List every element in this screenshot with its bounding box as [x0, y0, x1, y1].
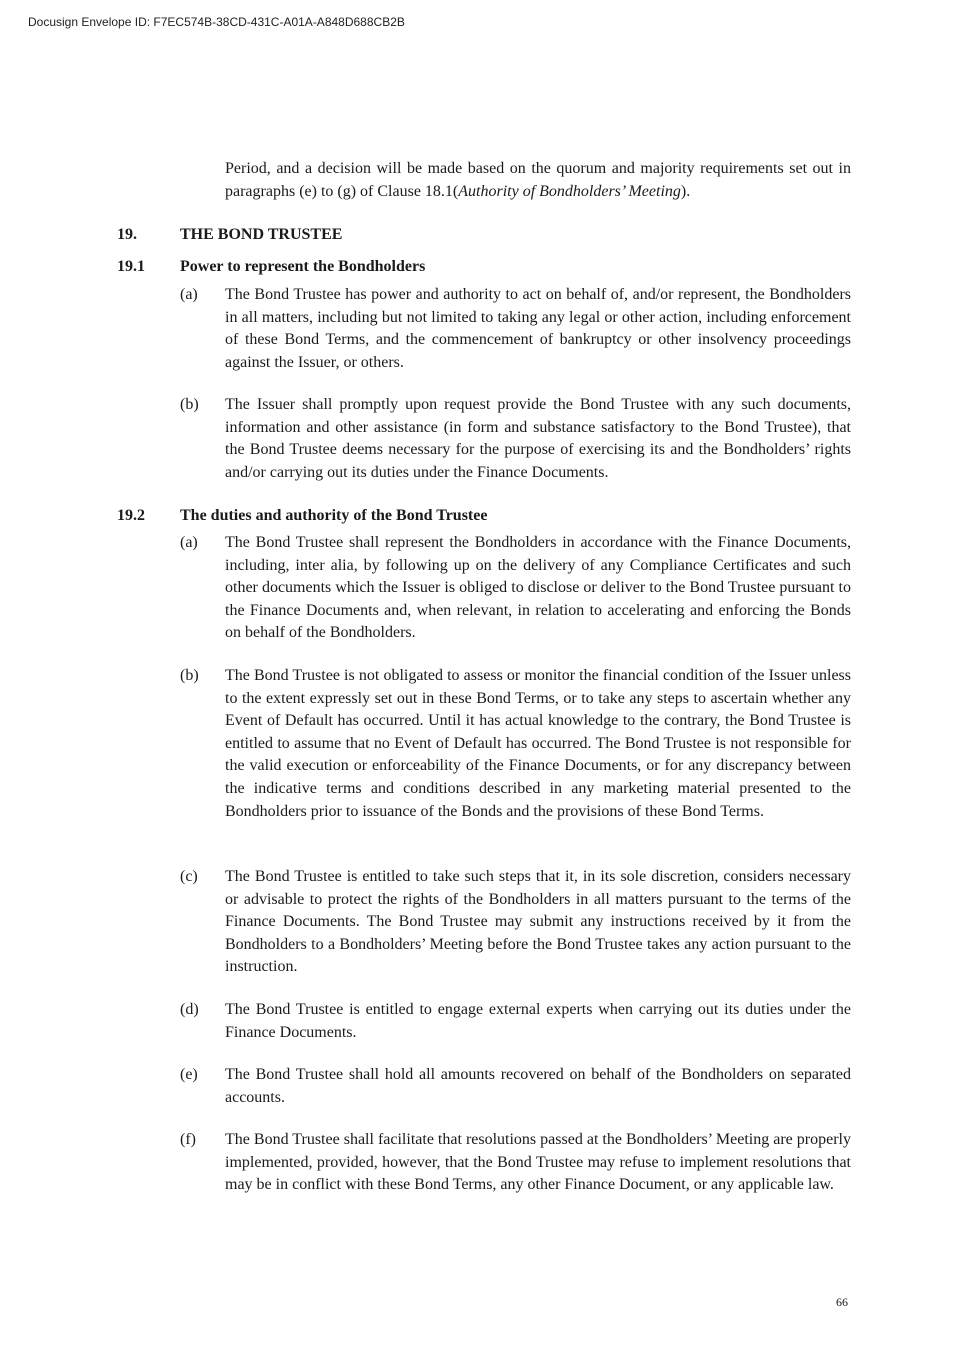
clause-19-1-a-marker: (a): [180, 286, 198, 303]
clause-19-2-c-marker: (c): [180, 868, 198, 885]
clause-19-2-a-text: The Bond Trustee shall represent the Bondholders in accordance with the Finance Documents, including, inter alia, by following up on the delivery of any Compliance Certificates and such other documents which the Issuer is obliged to disclose or deliver to the Bond Trustee pursuant to the Finance Documents and, when relevant, in relation to accelerating and enforcing the Bonds on behalf of the Bondholders.: [225, 534, 851, 642]
section-number: 19.: [117, 226, 137, 243]
clause-19-2-number: 19.2: [117, 507, 145, 524]
clause-19-2-title: The duties and authority of the Bond Trustee: [180, 507, 488, 524]
intro-clause-reference: Authority of Bondholders’ Meeting: [458, 182, 681, 200]
clause-19-1-b-marker: (b): [180, 396, 199, 413]
intro-paragraph: [225, 158, 851, 203]
clause-19-1-a-text: The Bond Trustee has power and authority to act on behalf of, and/or represent, the Bondholders in all matters, including but not limited to taking any legal or other action, including enforcement of these Bond Terms, and the commencement of bankruptcy or other insolvency proceedings against the Issuer, or others.: [225, 286, 851, 371]
intro-text-end: ).: [680, 182, 691, 200]
intro-text: Period, and a decision will be made based on the quorum and majority requirements set out in paragraphs (e) to (g) of Clause 18.1(: [225, 160, 851, 200]
clause-19-1-title: Power to represent the Bondholders: [180, 258, 426, 275]
clause-19-2-d-marker: (d): [180, 1001, 199, 1018]
envelope-id: Docusign Envelope ID: F7EC574B-38CD-431C-A01A-A848D688CB2B: [28, 15, 405, 29]
clause-19-2-f-text: The Bond Trustee shall facilitate that resolutions passed at the Bondholders’ Meeting are properly implemented, provided, however, that the Bond Trustee may refuse to implement resolutions that may be in conflict with these Bond Terms, any other Finance Document, or any applicable law.: [225, 1131, 851, 1194]
clause-19-1-number: 19.1: [117, 258, 145, 275]
clause-19-1-b-text: The Issuer shall promptly upon request provide the Bond Trustee with any such documents, information and other assistance (in form and substance satisfactory to the Bond Trustee), that the Bond Trustee deems necessary for the purpose of exercising its and the Bondholders’ rights and/or carrying out its duties under the Finance Documents.: [225, 396, 851, 481]
section-title: THE BOND TRUSTEE: [180, 226, 343, 243]
clause-19-2-a-marker: (a): [180, 534, 198, 551]
page-number: 66: [836, 1295, 848, 1309]
clause-19-2-e-text: The Bond Trustee shall hold all amounts recovered on behalf of the Bondholders on separated accounts.: [225, 1066, 851, 1106]
clause-19-2-f-marker: (f): [180, 1131, 196, 1148]
clause-19-2-b-marker: (b): [180, 667, 199, 684]
clause-19-2-e-marker: (e): [180, 1066, 198, 1083]
clause-19-2-c-text: The Bond Trustee is entitled to take such steps that it, in its sole discretion, considers necessary or advisable to protect the rights of the Bondholders in all matters pursuant to the terms of the Finance Documents. The Bond Trustee may submit any instructions received by it from the Bondholders to a Bondholders’ Meeting before the Bond Trustee takes any action pursuant to the instruction.: [225, 868, 851, 976]
clause-19-2-d-text: The Bond Trustee is entitled to engage external experts when carrying out its duties under the Finance Documents.: [225, 1001, 851, 1041]
clause-19-2-b-text: The Bond Trustee is not obligated to assess or monitor the financial condition of the Issuer unless to the extent expressly set out in these Bond Terms, or to take any steps to ascertain whether any Event of Default has occurred. Until it has actual knowledge to the contrary, the Bond Trustee is entitled to assume that no Event of Default has occurred. The Bond Trustee is not responsible for the valid execution or enforceability of the Finance Documents, or for any discrepancy between the indicative terms and conditions described in any marketing material presented to the Bondholders prior to issuance of the Bonds and the provisions of these Bond Terms.: [225, 667, 851, 820]
